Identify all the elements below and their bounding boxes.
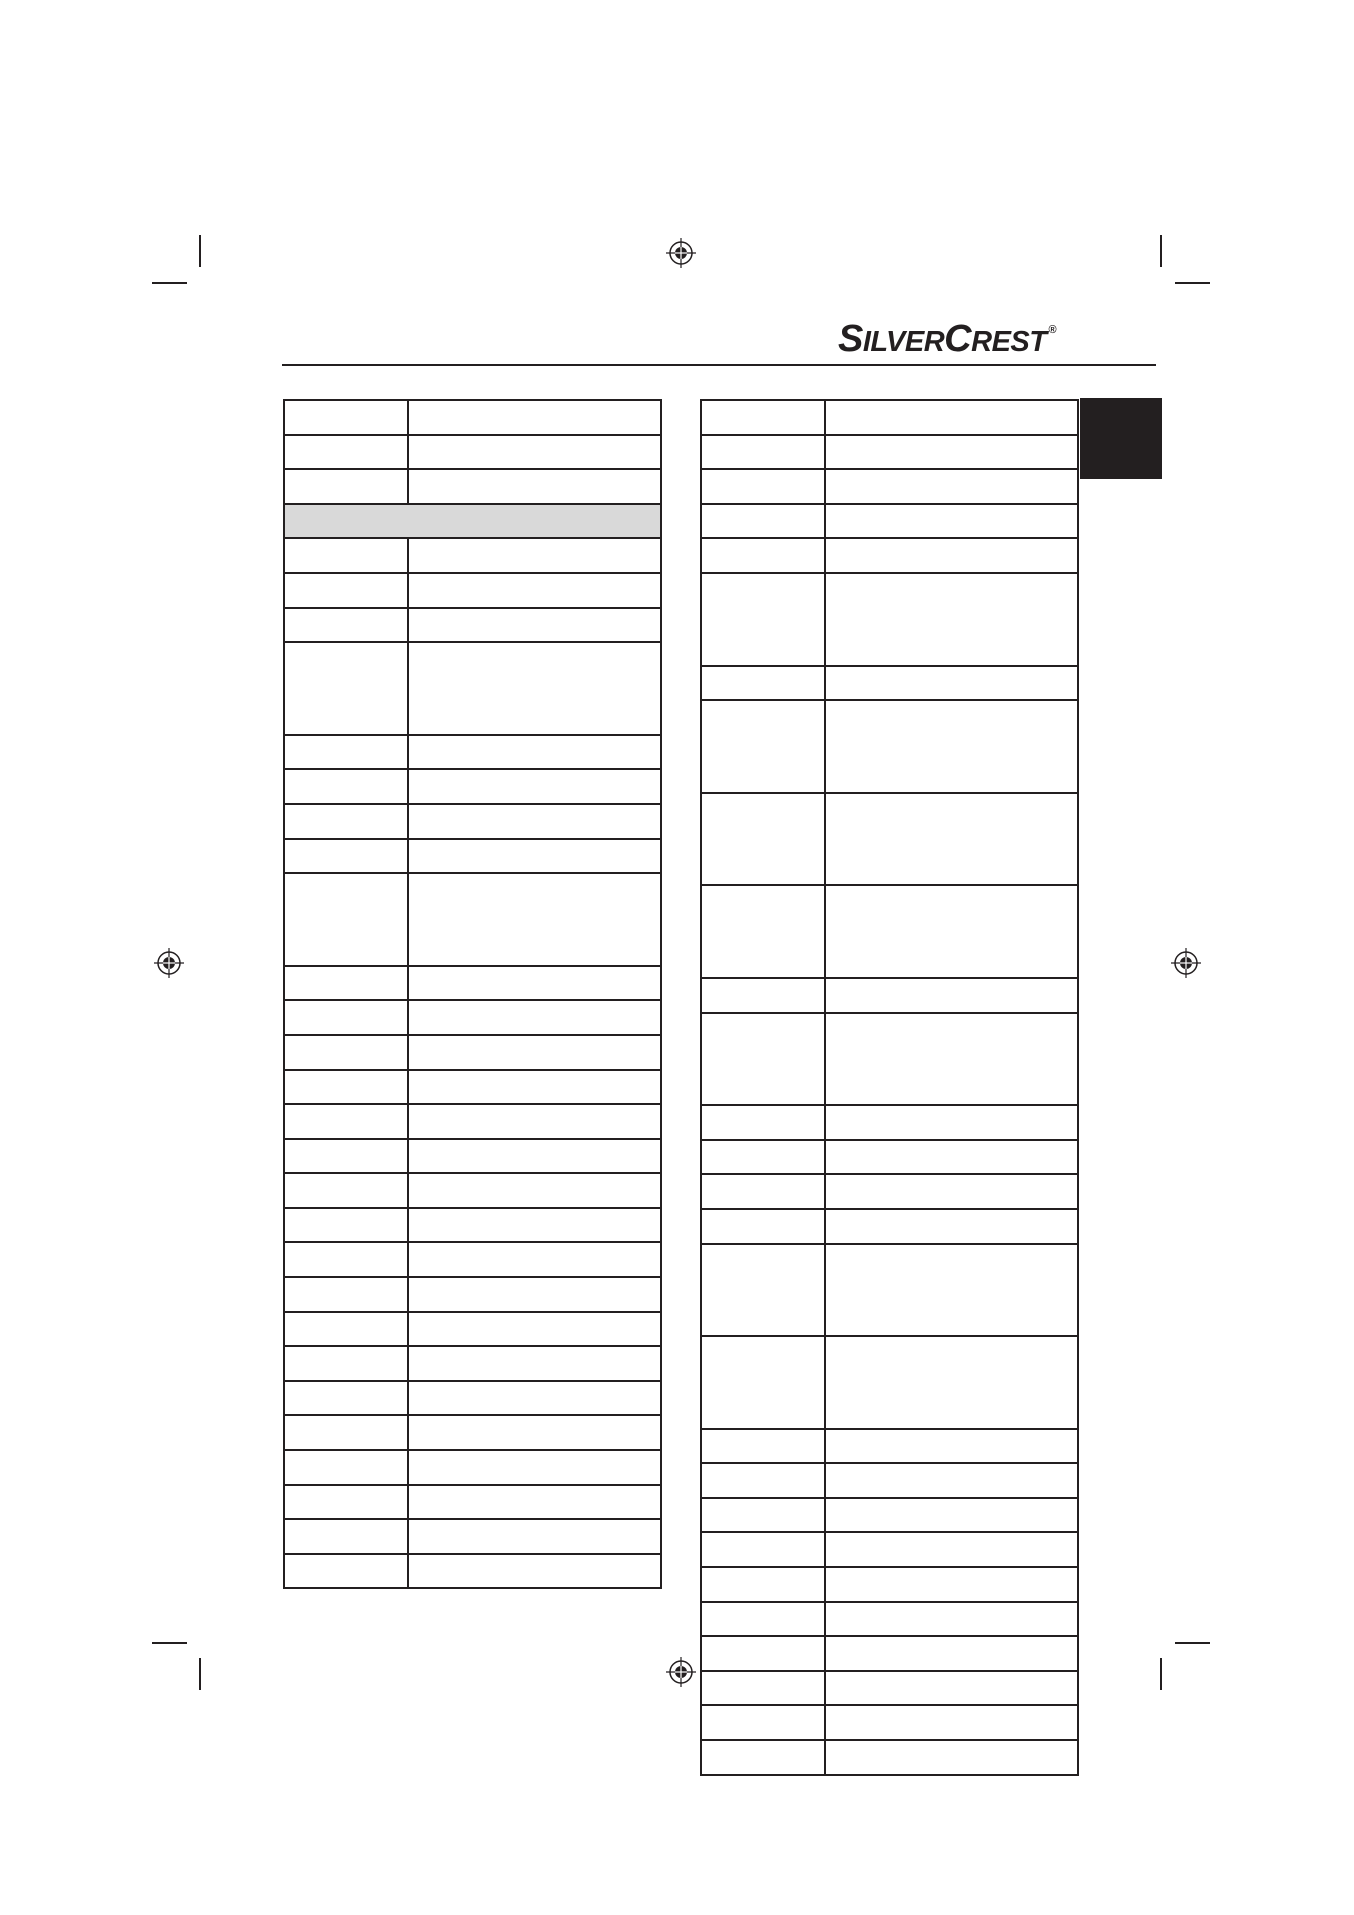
language-tab (1080, 398, 1162, 479)
table-row (284, 1485, 661, 1520)
key-cell (284, 1346, 408, 1381)
value-cell (408, 804, 661, 839)
value-cell (408, 1415, 661, 1450)
table-row (284, 1208, 661, 1243)
key-cell (284, 1277, 408, 1312)
value-cell (825, 1602, 1078, 1637)
value-cell (825, 793, 1078, 886)
key-cell (284, 538, 408, 573)
header-rule (282, 364, 1156, 366)
table-row (284, 1346, 661, 1381)
table-row (701, 1671, 1078, 1706)
value-cell (408, 1381, 661, 1416)
value-cell (825, 1174, 1078, 1209)
right-table (700, 399, 1079, 1776)
key-cell (284, 1381, 408, 1416)
value-cell (408, 1242, 661, 1277)
key-cell (701, 435, 825, 470)
value-cell (825, 1705, 1078, 1740)
value-cell (825, 469, 1078, 504)
key-cell (284, 1312, 408, 1347)
table-row (284, 642, 661, 735)
key-cell (701, 1740, 825, 1775)
registered-trademark: ® (1048, 324, 1057, 336)
value-cell (825, 1636, 1078, 1671)
key-cell (701, 1105, 825, 1140)
key-cell (701, 1013, 825, 1106)
table-row (284, 1035, 661, 1070)
table-row (701, 666, 1078, 701)
value-cell (825, 1244, 1078, 1337)
table-row (284, 873, 661, 966)
value-cell (825, 538, 1078, 573)
key-cell (284, 1139, 408, 1174)
table-row (284, 1139, 661, 1174)
key-cell (701, 793, 825, 886)
key-cell (284, 1415, 408, 1450)
value-cell (825, 1532, 1078, 1567)
value-cell (408, 1000, 661, 1035)
logo-text-ilver: ILVER (862, 326, 945, 358)
key-cell (284, 1104, 408, 1139)
key-cell (701, 1209, 825, 1244)
table-row (701, 538, 1078, 573)
table-row (701, 1244, 1078, 1337)
table-row (284, 435, 661, 470)
table-row (701, 1636, 1078, 1671)
key-cell (701, 1602, 825, 1637)
key-cell (701, 1244, 825, 1337)
logo-text-rest: REST (971, 326, 1047, 358)
table-row (284, 400, 661, 435)
left-table (283, 399, 662, 1589)
value-cell (408, 1312, 661, 1347)
value-cell (408, 1035, 661, 1070)
key-cell (284, 608, 408, 643)
table-row (284, 735, 661, 770)
value-cell (825, 1567, 1078, 1602)
table-row (284, 1104, 661, 1139)
key-cell (701, 573, 825, 666)
key-cell (284, 573, 408, 608)
value-cell (408, 400, 661, 435)
section-header-cell (284, 504, 661, 539)
crop-mark-top-right-vertical (1160, 235, 1162, 267)
key-cell (701, 1140, 825, 1175)
value-cell (825, 1013, 1078, 1106)
key-cell (701, 885, 825, 978)
key-cell (284, 1035, 408, 1070)
table-row (701, 1209, 1078, 1244)
key-cell (284, 1000, 408, 1035)
value-cell (825, 400, 1078, 435)
silvercrest-logo (838, 318, 1056, 358)
value-cell (825, 1671, 1078, 1706)
table-row (284, 1312, 661, 1347)
key-cell (284, 1485, 408, 1520)
crop-mark-top-left-horizontal (152, 282, 187, 284)
value-cell (408, 1346, 661, 1381)
key-cell (284, 966, 408, 1001)
value-cell (408, 839, 661, 874)
value-cell (408, 769, 661, 804)
registration-mark-right-icon (1171, 948, 1201, 978)
value-cell (825, 1140, 1078, 1175)
table-row (284, 966, 661, 1001)
key-cell (284, 642, 408, 735)
table-row (701, 435, 1078, 470)
table-row (701, 400, 1078, 435)
crop-mark-bottom-left-vertical (199, 1658, 201, 1690)
table-row (701, 885, 1078, 978)
table-row (284, 1242, 661, 1277)
key-cell (284, 1208, 408, 1243)
table-row (701, 1498, 1078, 1533)
crop-mark-top-left-vertical (199, 235, 201, 267)
table-row (701, 1705, 1078, 1740)
crop-mark-bottom-left-horizontal (152, 1642, 187, 1644)
key-cell (701, 1532, 825, 1567)
value-cell (408, 608, 661, 643)
value-cell (825, 504, 1078, 539)
value-cell (408, 1104, 661, 1139)
value-cell (825, 1740, 1078, 1775)
key-cell (701, 1636, 825, 1671)
value-cell (408, 435, 661, 470)
table-row (701, 1463, 1078, 1498)
value-cell (825, 1429, 1078, 1464)
value-cell (408, 642, 661, 735)
key-cell (284, 1554, 408, 1589)
logo-letter-s: S (838, 318, 863, 360)
value-cell (408, 735, 661, 770)
registration-mark-left-icon (154, 948, 184, 978)
key-cell (701, 666, 825, 701)
value-cell (408, 469, 661, 504)
key-cell (284, 873, 408, 966)
table-row (284, 839, 661, 874)
key-cell (284, 735, 408, 770)
key-cell (284, 1242, 408, 1277)
table-row (284, 1173, 661, 1208)
table-row (701, 1602, 1078, 1637)
table-row (284, 769, 661, 804)
key-cell (284, 1519, 408, 1554)
value-cell (825, 666, 1078, 701)
key-cell (701, 700, 825, 793)
value-cell (408, 538, 661, 573)
key-cell (701, 1429, 825, 1464)
value-cell (408, 573, 661, 608)
value-cell (825, 1463, 1078, 1498)
table-row (701, 469, 1078, 504)
key-cell (284, 400, 408, 435)
value-cell (408, 1554, 661, 1589)
table-row (284, 1000, 661, 1035)
key-cell (701, 1174, 825, 1209)
key-cell (284, 804, 408, 839)
key-cell (284, 435, 408, 470)
value-cell (408, 1519, 661, 1554)
key-cell (284, 1070, 408, 1105)
logo-letter-c: C (944, 318, 972, 360)
value-cell (408, 1173, 661, 1208)
key-cell (701, 1498, 825, 1533)
value-cell (825, 978, 1078, 1013)
key-cell (284, 469, 408, 504)
table-row (701, 504, 1078, 539)
table-row (701, 700, 1078, 793)
value-cell (408, 1485, 661, 1520)
key-cell (284, 1450, 408, 1485)
table-row (284, 504, 661, 539)
value-cell (825, 1105, 1078, 1140)
value-cell (825, 435, 1078, 470)
table-row (284, 469, 661, 504)
value-cell (408, 1277, 661, 1312)
key-cell (701, 1567, 825, 1602)
registration-mark-bottom-icon (666, 1657, 696, 1687)
crop-mark-top-right-horizontal (1175, 282, 1210, 284)
value-cell (825, 700, 1078, 793)
table-row (701, 1174, 1078, 1209)
key-cell (701, 538, 825, 573)
key-cell (701, 1705, 825, 1740)
key-cell (284, 769, 408, 804)
table-row (284, 1070, 661, 1105)
registration-mark-top-icon (666, 238, 696, 268)
key-cell (701, 504, 825, 539)
table-row (284, 1450, 661, 1485)
table-row (701, 1429, 1078, 1464)
value-cell (408, 966, 661, 1001)
key-cell (284, 1173, 408, 1208)
table-row (701, 1140, 1078, 1175)
table-row (701, 1013, 1078, 1106)
value-cell (408, 1070, 661, 1105)
value-cell (408, 1139, 661, 1174)
value-cell (825, 885, 1078, 978)
crop-mark-bottom-right-vertical (1160, 1658, 1162, 1690)
value-cell (825, 573, 1078, 666)
key-cell (284, 839, 408, 874)
table-row (284, 1554, 661, 1589)
table-row (284, 573, 661, 608)
table-row (284, 538, 661, 573)
key-cell (701, 400, 825, 435)
table-row (701, 1336, 1078, 1429)
table-row (284, 1415, 661, 1450)
key-cell (701, 1463, 825, 1498)
table-row (701, 1105, 1078, 1140)
key-cell (701, 469, 825, 504)
value-cell (408, 1208, 661, 1243)
table-row (284, 1277, 661, 1312)
table-row (284, 804, 661, 839)
key-cell (701, 1336, 825, 1429)
table-row (701, 793, 1078, 886)
key-cell (701, 1671, 825, 1706)
crop-mark-bottom-right-horizontal (1175, 1642, 1210, 1644)
value-cell (825, 1209, 1078, 1244)
value-cell (408, 873, 661, 966)
table-row (284, 1381, 661, 1416)
table-row (701, 1740, 1078, 1775)
table-row (701, 573, 1078, 666)
table-row (284, 608, 661, 643)
table-row (701, 978, 1078, 1013)
value-cell (408, 1450, 661, 1485)
table-row (284, 1519, 661, 1554)
table-row (701, 1567, 1078, 1602)
table-row (701, 1532, 1078, 1567)
key-cell (701, 978, 825, 1013)
value-cell (825, 1336, 1078, 1429)
value-cell (825, 1498, 1078, 1533)
